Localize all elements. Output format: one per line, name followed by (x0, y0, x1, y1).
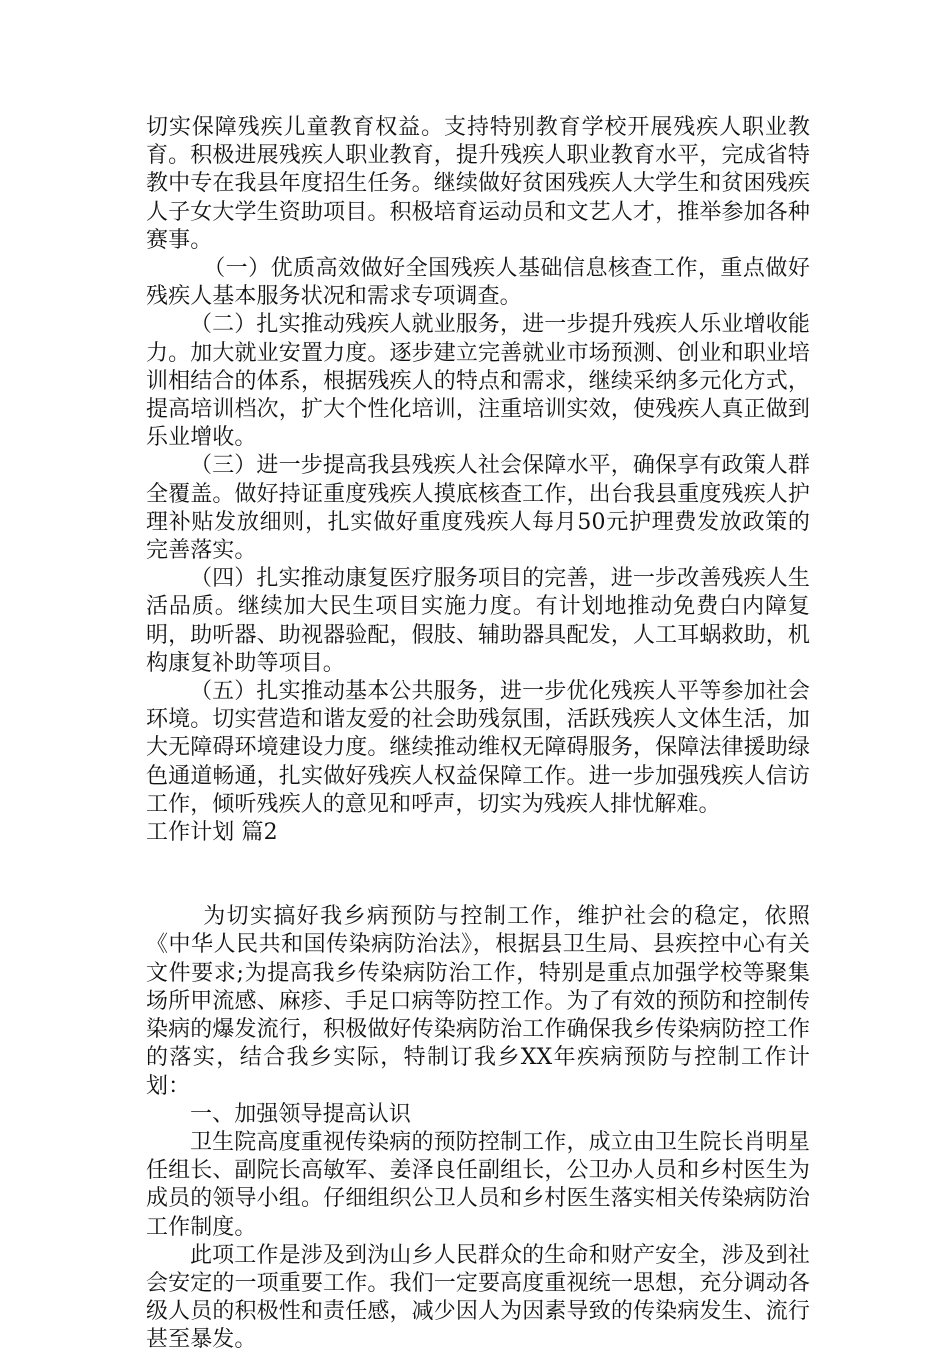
paragraph-item-2: （二）扎实推动残疾人就业服务，进一步提升残疾人乐业增收能力。加大就业安置力度。逐步建立完善就业市场预测、创业和职业培训相结合的体系，根据残疾人的特点和需求，继续采纳多元化方式，提高培训档次，扩大个性化培训，注重培训实效，使残疾人真正做到乐业增收。 (146, 312, 810, 451)
paragraph-leadership-group: 卫生院高度重视传染病的预防控制工作，成立由卫生院长肖明星任组长、副院长高敏军、姜泽良任副组长，公卫办人员和乡村医生为成员的领导小组。仔细组织公卫人员和乡村医生落实相关传染病防治工作制度。 (146, 1129, 810, 1240)
paragraph-item-4: （四）扎实推动康复医疗服务项目的完善，进一步改善残疾人生活品质。继续加大民生项目实施力度。有计划地推动免费白内障复明，助听器、助视器验配，假肢、辅助器具配发，人工耳蜗救助，机构康复补助等项目。 (146, 566, 810, 676)
paragraph-intro: 切实保障残疾儿童教育权益。支持特别教育学校开展残疾人职业教育。积极进展残疾人职业教育，提升残疾人职业教育水平，完成省特教中专在我县年度招生任务。继续做好贫困残疾人大学生和贫困残疾人子女大学生资助项目。积极培育运动员和文艺人才，推举参加各种赛事。 (146, 115, 810, 253)
blank-spacer (146, 847, 810, 903)
document-page (146, 114, 810, 1355)
paragraph-importance: 此项工作是涉及到沩山乡人民群众的生命和财产安全，涉及到社会安定的一项重要工作。我们一定要高度重视统一思想，充分调动各级人员的积极性和责任感，减少因人为因素导致的传染病发生、流行甚至暴发。 (146, 1242, 810, 1353)
paragraph-item-1: （一）优质高效做好全国残疾人基础信息核查工作，重点做好残疾人基本服务状况和需求专项调查。 (146, 256, 810, 310)
paragraph-item-5: （五）扎实推动基本公共服务，进一步优化残疾人平等参加社会环境。切实营造和谐友爱的社会助残氛围，活跃残疾人文体生活，加大无障碍环境建设力度。继续推动维权无障碍服务，保障法律援助绿色通道畅通，扎实做好残疾人权益保障工作。进一步加强残疾人信访工作，倾听残疾人的意见和呼声，切实为残疾人排忧解难。 (146, 679, 810, 817)
section-heading-plan-2: 工作计划 篇2 (146, 820, 278, 846)
paragraph-item-3: （三）进一步提高我县残疾人社会保障水平，确保享有政策人群全覆盖。做好持证重度残疾人摸底核查工作，出台我县重度残疾人护理补贴发放细则，扎实做好重度残疾人每月50元护理费发放政策的完善落实。 (146, 453, 810, 564)
paragraph-plan-intro: 为切实搞好我乡病预防与控制工作，维护社会的稳定，依照《中华人民共和国传染病防治法》，根据县卫生局、县疾控中心有关文件要求;为提高我乡传染病防治工作，特别是重点加强学校等聚集场所甲流感、麻疹、手足口病等防控工作。为了有效的预防和控制传染病的爆发流行，积极做好传染病防治工作确保我乡传染病防控工作的落实，结合我乡实际，特制订我乡XX年疾病预防与控制工作计划： (146, 904, 810, 1099)
heading-leadership: 一、加强领导提高认识 (190, 1101, 412, 1127)
